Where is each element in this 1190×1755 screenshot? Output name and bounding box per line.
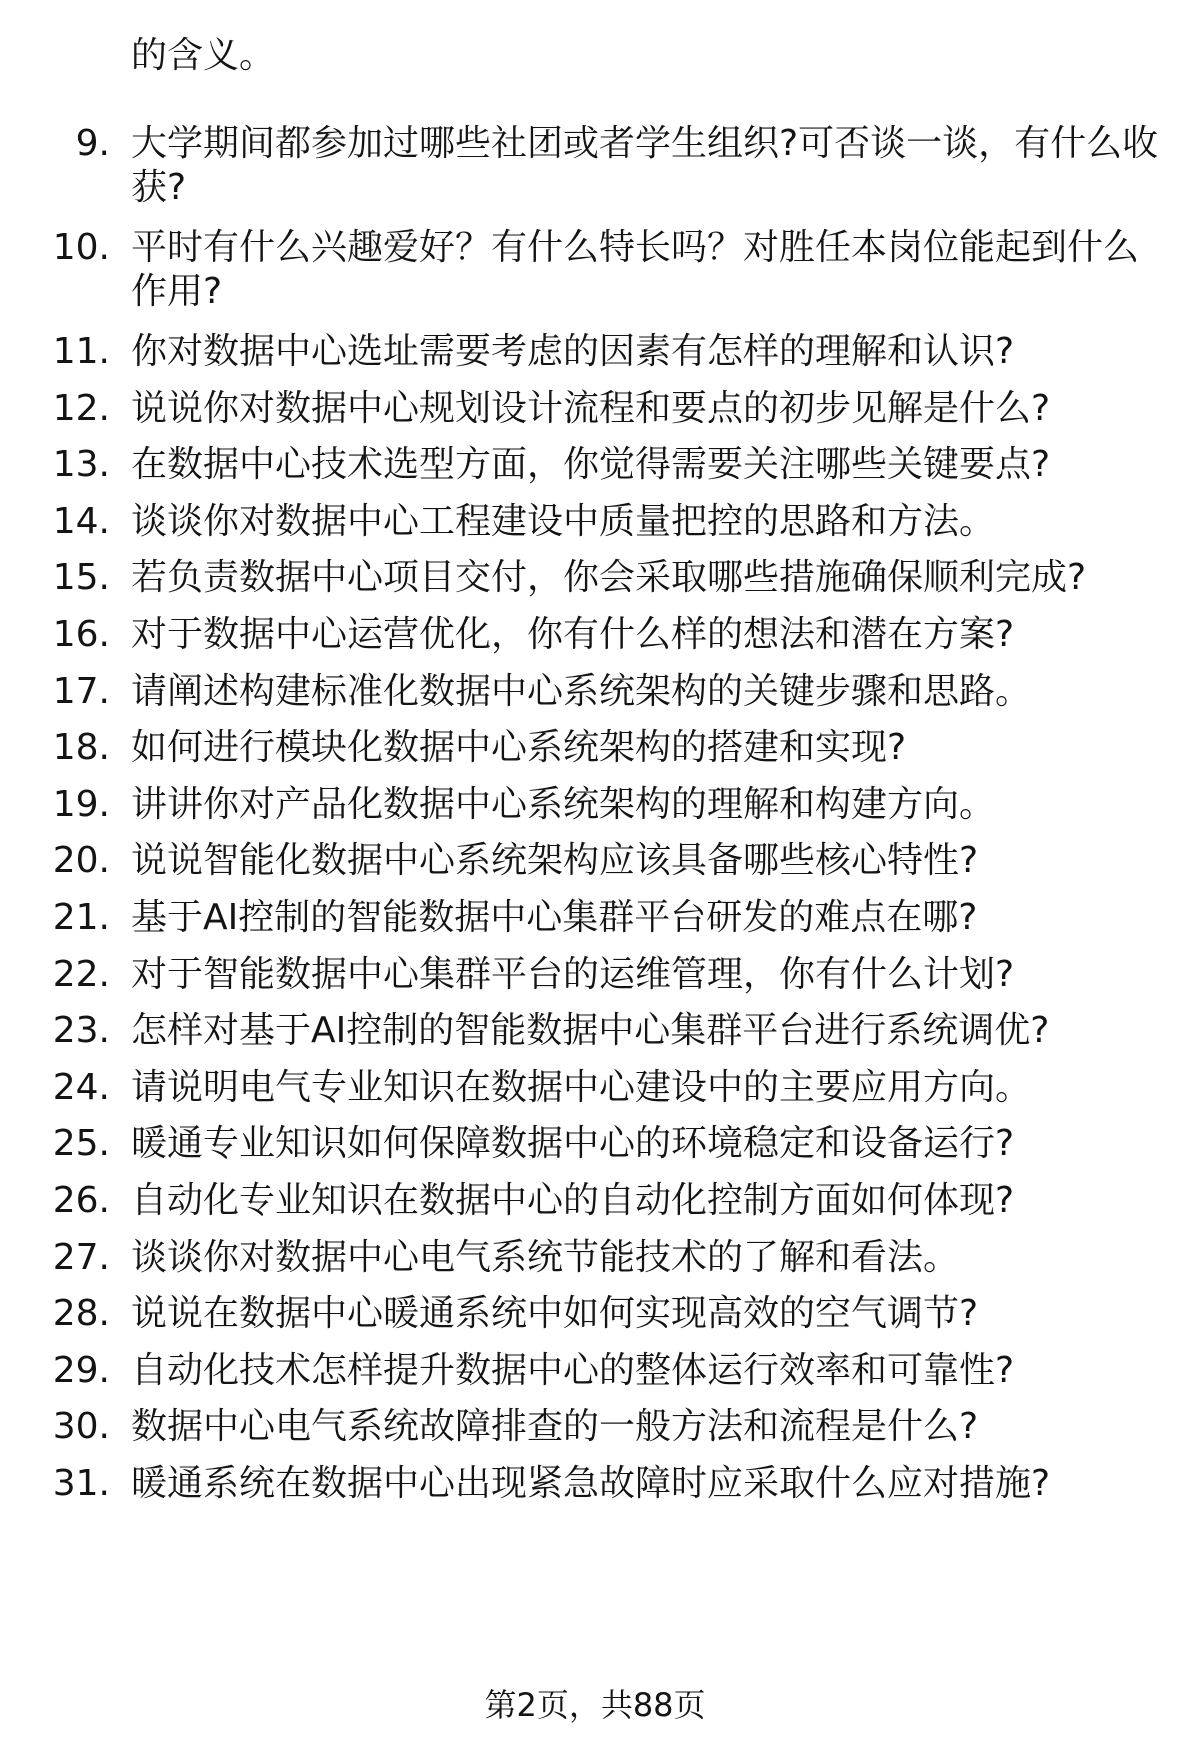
question-text: 请说明电气专业知识在数据中心建设中的主要应用方向。 — [131, 1066, 1032, 1108]
question-text: 在数据中心技术选型方面，你觉得需要关注哪些关键要点? — [131, 444, 1051, 486]
question-number: 16. — [52, 613, 110, 655]
question-item — [0, 1179, 1190, 1223]
question-number: 24. — [52, 1066, 110, 1108]
question-number: 14. — [52, 500, 110, 542]
question-item — [0, 387, 1190, 431]
question-list — [0, 122, 1190, 1518]
question-text: 数据中心电气系统故障排查的一般方法和流程是什么? — [131, 1406, 979, 1448]
question-number: 13. — [52, 444, 110, 486]
question-item — [0, 839, 1190, 883]
continuation-text: 的含义。 — [131, 35, 276, 76]
question-number: 18. — [52, 727, 110, 769]
question-item — [0, 726, 1190, 770]
question-number: 28. — [52, 1293, 110, 1335]
question-number: 17. — [52, 670, 110, 712]
question-text: 自动化专业知识在数据中心的自动化控制方面如何体现? — [131, 1179, 1015, 1221]
question-item — [0, 122, 1190, 210]
question-item — [0, 896, 1190, 940]
question-text: 请阐述构建标准化数据中心系统架构的关键步骤和思路。 — [131, 670, 1032, 712]
question-item — [0, 556, 1190, 600]
question-number: 19. — [52, 783, 110, 825]
question-text: 若负责数据中心项目交付，你会采取哪些措施确保顺利完成? — [131, 557, 1087, 599]
question-text: 对于数据中心运营优化，你有什么样的想法和潜在方案? — [131, 613, 1015, 655]
question-text: 暖通系统在数据中心出现紧急故障时应采取什么应对措施? — [131, 1462, 1051, 1504]
question-text: 说说你对数据中心规划设计流程和要点的初步见解是什么? — [131, 387, 1051, 429]
question-number: 30. — [52, 1406, 110, 1448]
question-item — [0, 1462, 1190, 1506]
question-item — [0, 1292, 1190, 1336]
question-number: 29. — [52, 1349, 110, 1391]
question-number: 15. — [52, 557, 110, 599]
page-footer: 第2页，共88页 — [484, 1686, 706, 1724]
question-item — [0, 1236, 1190, 1280]
question-number: 12. — [52, 387, 110, 429]
question-text: 对于智能数据中心集群平台的运维管理，你有什么计划? — [131, 953, 1015, 995]
question-number: 31. — [52, 1462, 110, 1504]
question-item — [0, 1009, 1190, 1053]
question-number: 25. — [52, 1123, 110, 1165]
question-text: 大学期间都参加过哪些社团或者学生组织?可否谈一谈，有什么收获? — [131, 123, 1159, 208]
question-number: 20. — [52, 840, 110, 882]
question-item — [0, 1122, 1190, 1166]
question-number: 26. — [52, 1179, 110, 1221]
question-number: 23. — [52, 1010, 110, 1052]
question-item — [0, 226, 1190, 314]
question-text: 如何进行模块化数据中心系统架构的搭建和实现? — [131, 727, 907, 769]
question-item — [0, 613, 1190, 657]
question-number: 21. — [52, 896, 110, 938]
question-text: 谈谈你对数据中心工程建设中质量把控的思路和方法。 — [131, 500, 996, 542]
question-item — [0, 670, 1190, 714]
question-item — [0, 1066, 1190, 1110]
question-number: 9. — [75, 123, 110, 164]
question-item — [0, 1349, 1190, 1393]
question-item — [0, 783, 1190, 827]
question-text: 基于AI控制的智能数据中心集群平台研发的难点在哪? — [131, 896, 978, 938]
question-text: 暖通专业知识如何保障数据中心的环境稳定和设备运行? — [131, 1123, 1015, 1165]
question-item — [0, 953, 1190, 997]
question-number: 11. — [52, 331, 110, 372]
question-text: 谈谈你对数据中心电气系统节能技术的了解和看法。 — [131, 1236, 960, 1278]
question-text: 怎样对基于AI控制的智能数据中心集群平台进行系统调优? — [131, 1010, 1050, 1052]
question-text: 自动化技术怎样提升数据中心的整体运行效率和可靠性? — [131, 1349, 1015, 1391]
question-text: 平时有什么兴趣爱好？有什么特长吗？对胜任本岗位能起到什么作用? — [131, 227, 1140, 312]
question-item — [0, 500, 1190, 544]
question-text: 你对数据中心选址需要考虑的因素有怎样的理解和认识? — [131, 331, 1015, 372]
question-item — [0, 330, 1190, 374]
question-text: 说说在数据中心暖通系统中如何实现高效的空气调节? — [131, 1293, 979, 1335]
question-item — [0, 1405, 1190, 1449]
question-number: 22. — [52, 953, 110, 995]
question-text: 说说智能化数据中心系统架构应该具备哪些核心特性? — [131, 840, 979, 882]
question-number: 27. — [52, 1236, 110, 1278]
question-number: 10. — [52, 227, 110, 268]
question-item — [0, 443, 1190, 487]
question-text: 讲讲你对产品化数据中心系统架构的理解和构建方向。 — [131, 783, 996, 825]
